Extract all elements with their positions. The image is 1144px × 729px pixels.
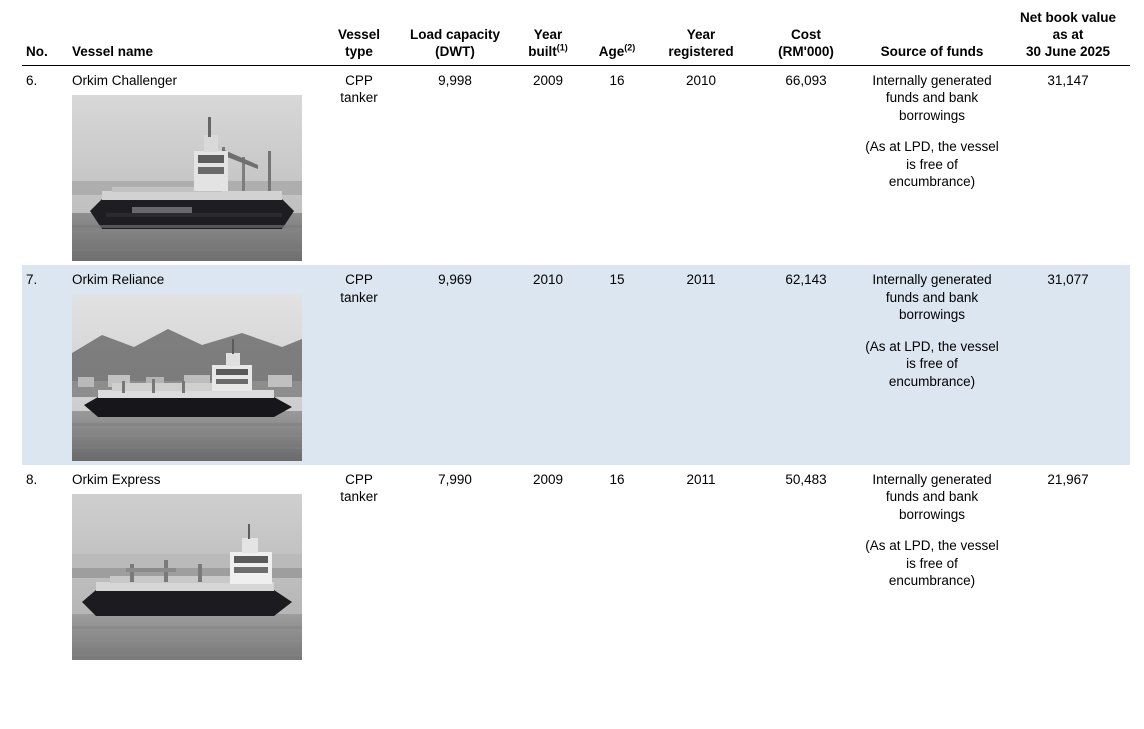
cell-year-built: 2010 [510,265,586,465]
source-of-funds-text: Internally generated funds and bank borrowings [872,272,992,323]
column-header-load-capacity-line2: (DWT) [435,43,475,59]
document-page [0,8,1144,729]
column-header-year-built-line1: Year [533,26,563,42]
table-row [22,265,1130,465]
column-header-cost [754,8,858,65]
source-of-funds-text: Internally generated funds and bank borrowings [872,72,992,123]
vessel-type-line2: tanker [340,289,378,305]
cell-vessel-type [318,265,400,465]
vessel-type-line2: tanker [340,489,378,505]
vessel-type-line2: tanker [340,90,378,106]
cell-vessel-type [318,65,400,265]
cell-cost: 66,093 [785,72,827,88]
table-body [22,65,1130,664]
cell-vessel-name [68,265,318,465]
cell-cost: 62,143 [754,265,858,465]
column-header-year-registered [648,8,754,65]
cell-load-capacity: 9,998 [438,72,472,88]
column-header-cost-line1: Cost [791,26,821,42]
vessel-name-label: Orkim Reliance [72,272,165,288]
column-header-nbv-line1: Net book value [1019,10,1117,25]
source-of-funds-note: (As at LPD, the vessel is free of encumbrance) [865,538,999,589]
vessel-type-line1: CPP [345,72,373,88]
cell-source-of-funds [858,465,1006,665]
column-header-load-capacity [400,8,510,65]
vessel-photo [72,95,302,261]
column-header-year-built [510,8,586,65]
cell-no: 6. [26,72,38,88]
source-of-funds-text: Internally generated funds and bank borrowings [872,471,992,522]
column-header-age-label: Age [598,43,625,59]
cell-load-capacity: 7,990 [438,471,472,487]
orkim-express-photo-graphic [72,494,302,660]
column-header-source-of-funds-label: Source of funds [880,43,984,59]
cell-no: 8. [26,471,38,487]
column-header-vessel-name-label: Vessel name [72,43,154,59]
footnote-marker-year-built: (1) [556,42,568,53]
column-header-vessel-name [68,8,318,65]
column-header-source-of-funds [858,8,1006,65]
cell-year-registered: 2010 [685,72,717,88]
column-header-no-label: No. [26,43,48,59]
vessel-name-label: Orkim Express [72,471,161,487]
column-header-year-registered-line2: registered [668,43,734,59]
column-header-cost-line2: (RM'000) [778,43,834,59]
vessel-type-line1: CPP [345,272,373,288]
cell-cost: 50,483 [785,471,827,487]
column-header-net-book-value [1006,8,1130,65]
cell-age: 16 [609,72,625,88]
orkim-reliance-photo-graphic [72,295,302,461]
column-header-nbv-line3: 30 June 2025 [1025,43,1111,59]
cell-no: 7. [22,265,68,465]
column-header-vessel-type-line2: type [345,43,373,59]
column-header-vessel-type [318,8,400,65]
vessel-name-label: Orkim Challenger [72,72,178,88]
column-header-nbv-line2: as at [1052,26,1084,42]
cell-age: 16 [609,471,625,487]
cell-year-registered: 2011 [686,471,716,487]
column-header-age [586,8,648,65]
column-header-vessel-type-line1: Vessel [337,26,381,42]
column-header-year-registered-line1: Year [686,26,716,42]
vessel-photo [72,494,302,660]
source-of-funds-note: (As at LPD, the vessel is free of encumbrance) [865,338,999,389]
cell-source-of-funds [858,65,1006,265]
cell-net-book-value: 31,077 [1006,265,1130,465]
vessel-table [22,8,1130,664]
table-row [22,65,1130,265]
source-of-funds-note: (As at LPD, the vessel is free of encumbrance) [865,139,999,190]
column-header-no [22,8,68,65]
table-row [22,465,1130,665]
orkim-challenger-photo-graphic [72,95,302,261]
column-header-year-built-line2: built [528,43,557,59]
table-header [22,8,1130,65]
vessel-type-line1: CPP [345,471,373,487]
cell-year-built: 2009 [532,471,564,487]
cell-source-of-funds [858,265,1006,465]
cell-age: 15 [586,265,648,465]
vessel-photo [72,295,302,461]
cell-year-built: 2009 [532,72,564,88]
cell-vessel-name [68,465,318,665]
cell-net-book-value: 31,147 [1047,72,1089,88]
cell-load-capacity: 9,969 [400,265,510,465]
cell-vessel-name [68,65,318,265]
footnote-marker-age: (2) [624,42,636,53]
cell-net-book-value: 21,967 [1047,471,1089,487]
column-header-load-capacity-line1: Load capacity [409,26,501,42]
cell-year-registered: 2011 [648,265,754,465]
cell-vessel-type [318,465,400,665]
